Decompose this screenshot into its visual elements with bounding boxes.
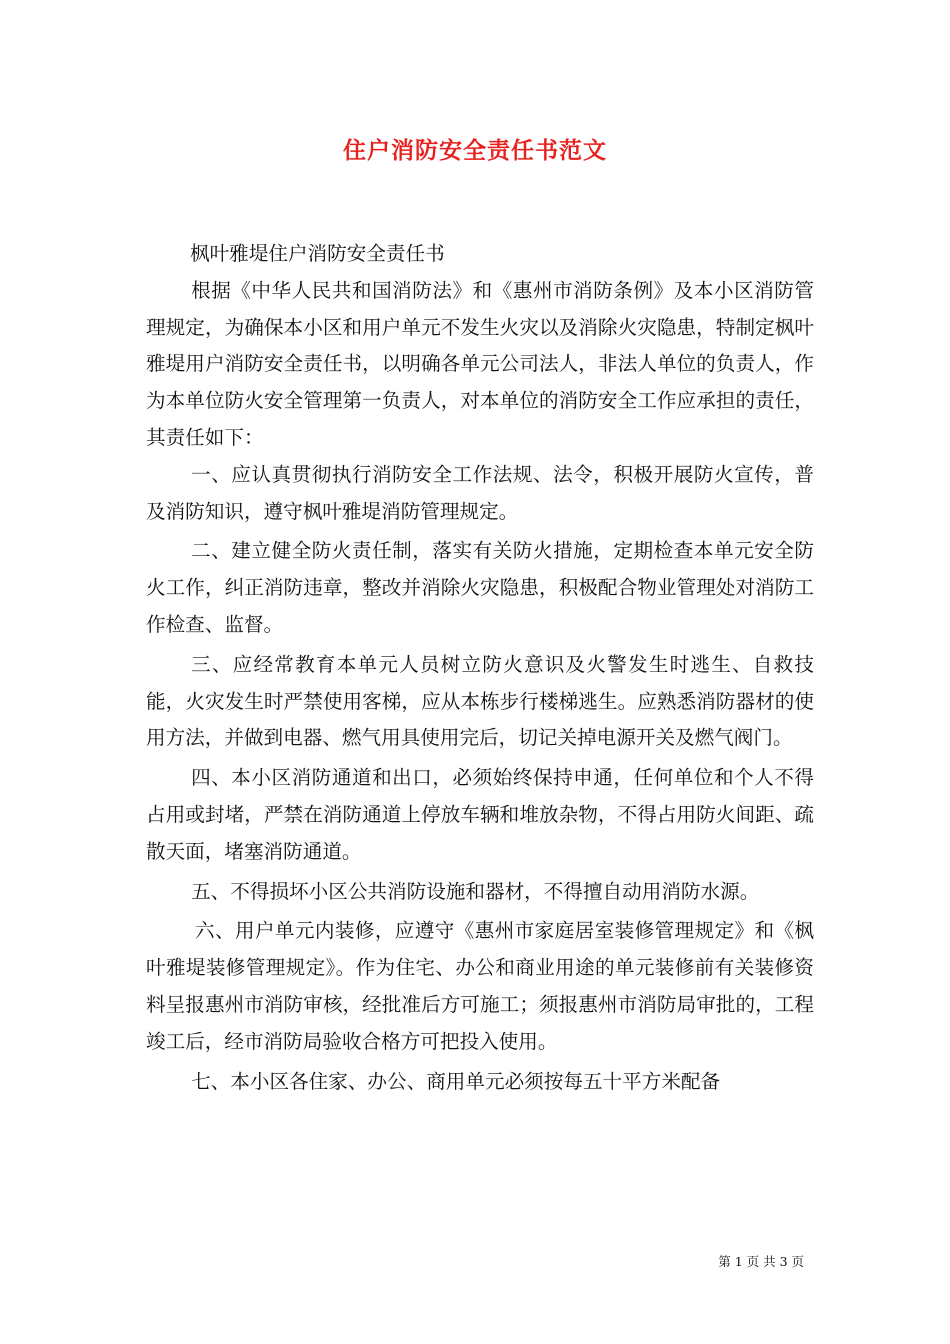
paragraph-item-1: 一、应认真贯彻执行消防安全工作法规、法令，积极开展防火宣传，普及消防知识，遵守枫叶雅堤消防管理规定。 bbox=[146, 462, 814, 523]
page-number: 第 1 页 共 3 页 bbox=[718, 1254, 804, 1269]
paragraph-item-6: 六、用户单元内装修，应遵守《惠州市家庭居室装修管理规定》和《枫叶雅堤装修管理规定》。作为住宅、办公和商业用途的单元装修前有关装修资料呈报惠州市消防审核，经批准后方可施工；须报惠州市消防局审批的，工程竣工后，经市消防局验收合格方可把投入使用。 bbox=[146, 919, 814, 1053]
paragraph-item-2: 二、建立健全防火责任制，落实有关防火措施，定期检查本单元安全防火工作，纠正消防违章，整改并消除火灾隐患，积极配合物业管理处对消防工作检查、监督。 bbox=[146, 539, 814, 636]
paragraph-intro: 根据《中华人民共和国消防法》和《惠州市消防条例》及本小区消防管理规定，为确保本小区和用户单元不发生火灾以及消除火灾隐患，特制定枫叶雅堤用户消防安全责任书，以明确各单元公司法人，非法人单位的负责人，作为本单位防火安全管理第一负责人，对本单位的消防安全工作应承担的责任，其责任如下： bbox=[146, 278, 814, 449]
paragraph-item-5: 五、不得损坏小区公共消防设施和器材，不得擅自动用消防水源。 bbox=[191, 879, 760, 903]
document-subtitle: 枫叶雅堤住户消防安全责任书 bbox=[190, 242, 445, 265]
document-title: 住户消防安全责任书范文 bbox=[343, 137, 607, 164]
paragraph-item-4: 四、本小区消防通道和出口，必须始终保持申通，任何单位和个人不得占用或封堵，严禁在消防通道上停放车辆和堆放杂物，不得占用防火间距、疏散天面，堵塞消防通道。 bbox=[146, 766, 814, 863]
document-body bbox=[146, 236, 814, 1100]
paragraph-item-7: 七、本小区各住家、办公、商用单元必须按每五十平方米配备 bbox=[191, 1069, 721, 1093]
paragraph-item-3: 三、应经常教育本单元人员树立防火意识及火警发生时逃生、自救技能，火灾发生时严禁使用客梯，应从本栋步行楼梯逃生。应熟悉消防器材的使用方法，并做到电器、燃气用具使用完后，切记关掉电源开关及燃气阀门。 bbox=[146, 652, 814, 750]
